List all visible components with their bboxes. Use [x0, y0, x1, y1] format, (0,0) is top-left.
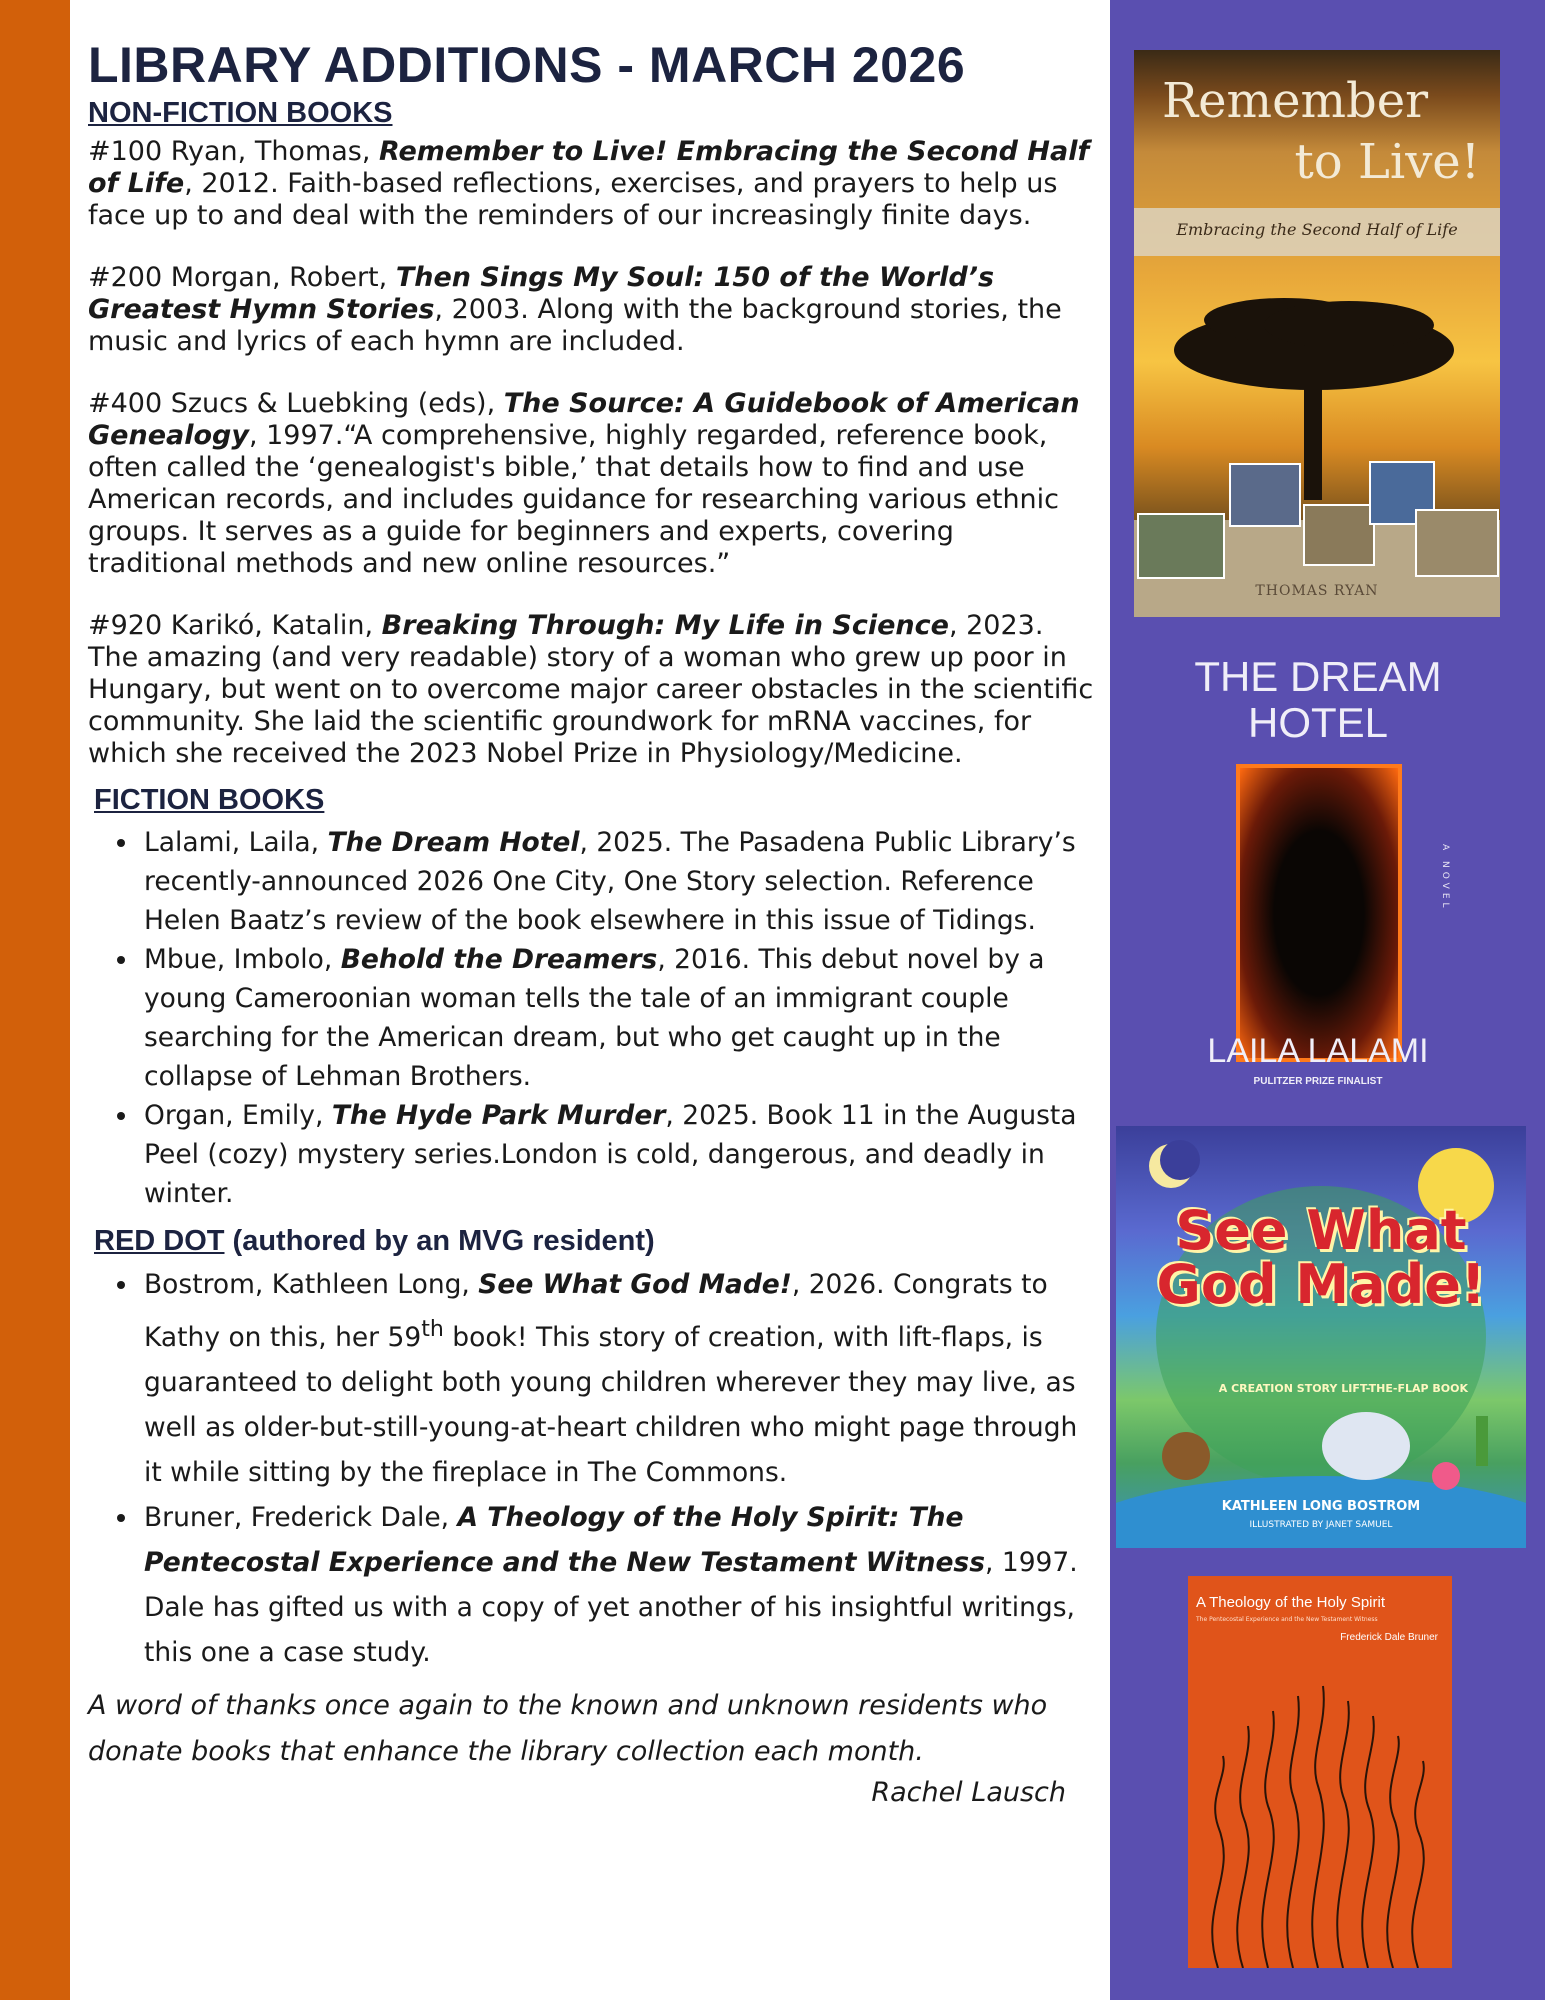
entry-description: book! This story of creation, with lift-flaps, is guaranteed to delight both young children wherever they may live, as well as older-but-still-young-at-heart children who might page through it while sitting by the fireplace in The Commons.: [144, 1321, 1078, 1488]
creation-illustration: [1116, 1126, 1526, 1548]
entry-description: , 2025. Book 11 in the Augusta Peel (cozy) mystery series.London is cold, dangerous, and deadly in winter.: [144, 1100, 1077, 1209]
list-item: [140, 1262, 1100, 1495]
cover-subtitle: Embracing the Second Half of Life: [1176, 220, 1458, 239]
cover-subtitle: The Pentecostal Experience and the New Testament Witness: [1196, 1616, 1378, 1623]
entry-prefix: Bruner, Frederick Dale,: [144, 1501, 458, 1533]
cover-title: Remember: [1162, 73, 1429, 129]
main-content: [88, 38, 1100, 1808]
cover-title: See What God Made!: [1156, 1199, 1486, 1316]
list-item: [140, 1096, 1100, 1213]
entry-description: , 2026. Congrats to Kathy on this, her 59: [144, 1269, 1048, 1353]
reddot-heading-label: RED DOT: [94, 1225, 225, 1257]
book-title: Behold the Dreamers: [340, 944, 658, 975]
cover-author: THOMAS RYAN: [1255, 583, 1379, 599]
reddot-heading: [94, 1225, 1100, 1258]
entry-description: , 1997. Dale has gifted us with a copy of yet another of his insightful writings, this one a case study.: [144, 1546, 1078, 1668]
entry-description: , 2023. The amazing (and very readable) story of a woman who grew up poor in Hungary, but went on to overcome major career obstacles in the scientific community. She laid the scientific groundwork for mRNA vaccines, for which she received the 2023 Nobel Prize in Physiology/Medicine.: [88, 610, 1094, 769]
entry-prefix: #100 Ryan, Thomas,: [88, 136, 380, 167]
entry-prefix: Bostrom, Kathleen Long,: [144, 1269, 479, 1300]
cover-subtitle: A CREATION STORY LIFT-THE-FLAP BOOK: [1218, 1382, 1468, 1395]
signature: Rachel Lausch: [871, 1776, 1066, 1808]
entry-prefix: Organ, Emily,: [144, 1100, 332, 1131]
list-item: [140, 940, 1100, 1096]
entry-description: , 2003. Along with the background stories, the music and lyrics of each hymn are included.: [88, 294, 1062, 357]
book-title: Remember to Live! Embracing the Second Half of Life: [88, 136, 1090, 199]
list-item: [140, 1495, 1100, 1675]
entry-description: , 1997.“A comprehensive, highly regarded, reference book, often called the ‘genealogist's bible,’ that details how to find and use American records, and includes guidance for researching various ethnic groups. It serves as a guide for beginners and experts, covering traditional methods and new online resources.”: [88, 420, 1060, 579]
book-title: The Dream Hotel: [327, 827, 580, 858]
ordinal-suffix: th: [421, 1317, 444, 1342]
entry-prefix: #400 Szucs & Luebking (eds),: [88, 388, 504, 419]
fiction-list: [88, 823, 1100, 1213]
cover-author: LAILA LALAMI: [1207, 1032, 1429, 1070]
entry-prefix: #200 Morgan, Robert,: [88, 262, 396, 293]
cover-author: KATHLEEN LONG BOSTROM: [1221, 1499, 1421, 1514]
list-item: [140, 823, 1100, 940]
reddot-heading-note: (authored by an MVG resident): [224, 1225, 655, 1257]
nonfiction-entry: [88, 610, 1100, 770]
entry-description: , 2016. This debut novel by a young Cameroonian woman tells the tale of an immigrant couple searching for the American dream, but who get caught up in the collapse of Lehman Brothers.: [144, 944, 1045, 1092]
nonfiction-entry: [88, 136, 1100, 232]
book-title: Breaking Through: My Life in Science: [381, 610, 949, 641]
book-title: A Theology of the Holy Spirit: The Pentecostal Experience and the New Testament Witness: [144, 1501, 985, 1578]
fiction-heading: FICTION BOOKS: [94, 784, 325, 816]
entry-prefix: Lalami, Laila,: [144, 827, 328, 858]
entry-prefix: #920 Karikó, Katalin,: [88, 610, 382, 641]
cover-novel-tag: A NOVEL: [1440, 844, 1450, 912]
nonfiction-entry: [88, 388, 1100, 580]
nonfiction-entry: [88, 262, 1100, 358]
book-title: See What God Made!: [478, 1269, 792, 1300]
cover-title: to Live!: [1294, 134, 1480, 190]
nonfiction-list: [88, 136, 1100, 770]
book-title: The Source: A Guidebook of American Genealogy: [88, 388, 1080, 451]
cover-tagline: PULITZER PRIZE FINALIST: [1253, 1076, 1383, 1087]
reddot-list: [88, 1262, 1100, 1675]
entry-prefix: Mbue, Imbolo,: [144, 944, 341, 975]
cover-author: Frederick Dale Bruner: [1340, 1632, 1438, 1643]
cover-see-what-god-made: [1116, 1126, 1526, 1548]
cover-illustrator: ILLUSTRATED BY JANET SAMUEL: [1249, 1520, 1393, 1530]
left-accent-bar: [0, 0, 70, 2000]
entry-description: , 2012. Faith-based reflections, exercises, and prayers to help us face up to and deal with the reminders of our increasingly finite days.: [88, 168, 1058, 231]
cover-title: THE DREAM HOTEL: [1194, 653, 1442, 746]
nonfiction-heading: NON-FICTION BOOKS: [88, 97, 393, 129]
book-title: Then Sings My Soul: 150 of the World’s Greatest Hymn Stories: [88, 262, 995, 325]
cover-theology-holy-spirit: [1188, 1576, 1452, 1968]
doorway-illustration: [1236, 764, 1402, 1062]
cover-title: A Theology of the Holy Spirit: [1196, 1594, 1385, 1611]
cover-dream-hotel: [1158, 654, 1478, 1094]
page-title: LIBRARY ADDITIONS - MARCH 2026: [88, 37, 966, 93]
flame-pattern: [1188, 1656, 1452, 1968]
thanks-note: A word of thanks once again to the known and unknown residents who donate books that enhance the library collection each month.: [88, 1689, 1048, 1767]
cover-remember-to-live: [1134, 50, 1500, 617]
book-title: The Hyde Park Murder: [331, 1100, 666, 1131]
entry-description: , 2025. The Pasadena Public Library’s recently-announced 2026 One City, One Story selection. Reference Helen Baatz’s review of the book elsewhere in this issue of Tidings.: [144, 827, 1076, 936]
